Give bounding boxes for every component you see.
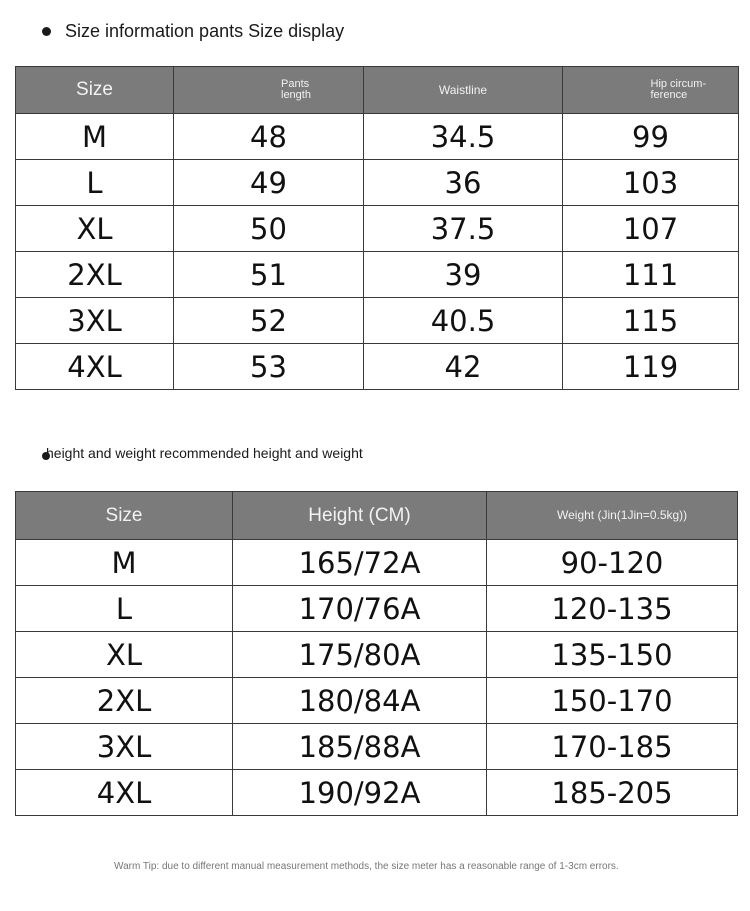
size-cell: 4XL xyxy=(16,344,174,390)
weight-cell: 170-185 xyxy=(487,724,738,770)
waistline-cell: 37.5 xyxy=(364,206,563,252)
size-cell: L xyxy=(16,160,174,206)
table-row xyxy=(16,114,739,160)
pants-size-heading-text: Size information pants Size display xyxy=(65,20,345,41)
height-cell: 175/80A xyxy=(233,632,487,678)
table-row xyxy=(16,298,739,344)
table-row xyxy=(16,632,738,678)
bullet-icon xyxy=(42,27,51,36)
pants-length-cell: 48 xyxy=(174,114,364,160)
size-cell: XL xyxy=(16,632,233,678)
pants-length-cell: 50 xyxy=(174,206,364,252)
weight-cell: 185-205 xyxy=(487,770,738,816)
pants-length-cell: 51 xyxy=(174,252,364,298)
table-row xyxy=(16,206,739,252)
header-pants-length-text: Pants length xyxy=(281,78,311,101)
size-cell: L xyxy=(16,586,233,632)
header-size: Size xyxy=(16,67,174,114)
hip-cell: 111 xyxy=(563,252,739,298)
hip-cell: 99 xyxy=(563,114,739,160)
table-row xyxy=(16,540,738,586)
header-height: Height (CM) xyxy=(233,492,487,540)
pants-length-cell: 49 xyxy=(174,160,364,206)
size-cell: 2XL xyxy=(16,678,233,724)
size-cell: 3XL xyxy=(16,298,174,344)
height-weight-table xyxy=(15,491,738,816)
table-header-row xyxy=(16,67,739,114)
hip-cell: 115 xyxy=(563,298,739,344)
waistline-cell: 34.5 xyxy=(364,114,563,160)
waistline-cell: 42 xyxy=(364,344,563,390)
waistline-cell: 39 xyxy=(364,252,563,298)
header-weight xyxy=(487,492,738,540)
pants-size-table xyxy=(15,66,739,390)
height-cell: 165/72A xyxy=(233,540,487,586)
table-header-row xyxy=(16,492,738,540)
table-row xyxy=(16,344,739,390)
size-cell: M xyxy=(16,540,233,586)
height-weight-heading-text: height and weight recommended height and weight xyxy=(46,445,363,461)
header-waistline: Waistline xyxy=(364,67,563,114)
size-cell: XL xyxy=(16,206,174,252)
header-pants-length xyxy=(174,67,364,114)
waistline-cell: 40.5 xyxy=(364,298,563,344)
height-cell: 185/88A xyxy=(233,724,487,770)
size-cell: 2XL xyxy=(16,252,174,298)
height-weight-table-body xyxy=(16,540,738,816)
table-row xyxy=(16,252,739,298)
weight-cell: 150-170 xyxy=(487,678,738,724)
hip-cell: 119 xyxy=(563,344,739,390)
header-hip xyxy=(563,67,739,114)
height-weight-heading xyxy=(42,442,363,464)
height-cell: 190/92A xyxy=(233,770,487,816)
header-size: Size xyxy=(16,492,233,540)
weight-cell: 120-135 xyxy=(487,586,738,632)
hip-cell: 107 xyxy=(563,206,739,252)
waistline-cell: 36 xyxy=(364,160,563,206)
warm-tip-text: Warm Tip: due to different manual measurement methods, the size meter has a reasonable range of 1-3cm errors. xyxy=(114,861,619,872)
table-row xyxy=(16,770,738,816)
table-row xyxy=(16,586,738,632)
pants-length-cell: 52 xyxy=(174,298,364,344)
header-hip-text: Hip circum- ference xyxy=(650,78,707,101)
pants-size-table-body xyxy=(16,114,739,390)
size-cell: 4XL xyxy=(16,770,233,816)
size-cell: M xyxy=(16,114,174,160)
table-row xyxy=(16,724,738,770)
size-cell: 3XL xyxy=(16,724,233,770)
header-weight-text: Weight (Jin(1Jin=0.5kg)) xyxy=(557,508,688,522)
height-cell: 170/76A xyxy=(233,586,487,632)
weight-cell: 135-150 xyxy=(487,632,738,678)
pants-size-heading xyxy=(42,18,344,44)
hip-cell: 103 xyxy=(563,160,739,206)
table-row xyxy=(16,160,739,206)
pants-length-cell: 53 xyxy=(174,344,364,390)
height-cell: 180/84A xyxy=(233,678,487,724)
weight-cell: 90-120 xyxy=(487,540,738,586)
table-row xyxy=(16,678,738,724)
